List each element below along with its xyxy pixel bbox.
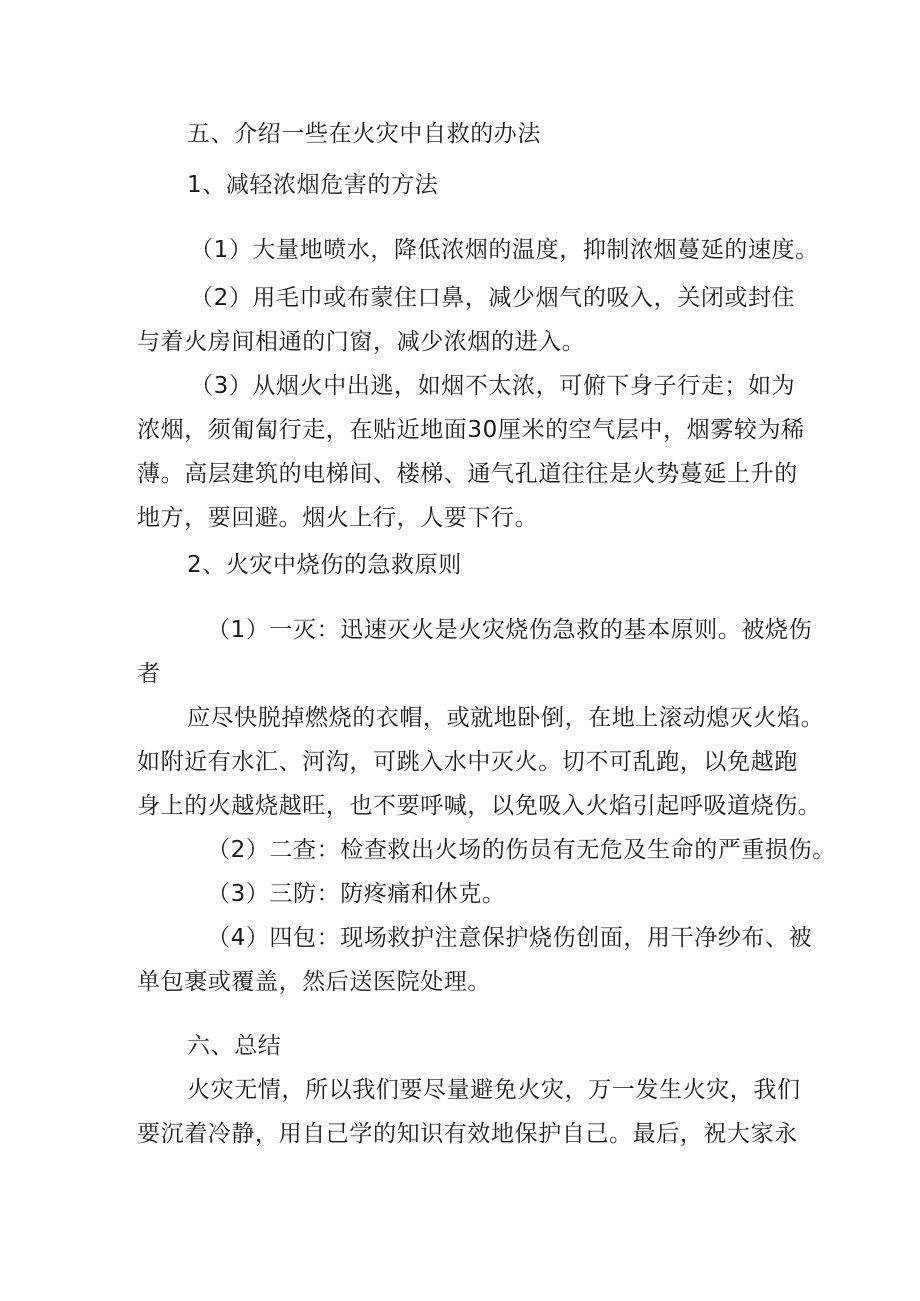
paragraph-line: 应尽快脱掉燃烧的衣帽，或就地卧倒，在地上滚动熄灭火焰。 bbox=[187, 705, 825, 731]
section-heading-summary: 六、总结 bbox=[187, 1033, 282, 1059]
paragraph-line: 如附近有水汇、河沟，可跳入水中灭火。切不可乱跑，以免越跑 bbox=[137, 749, 798, 775]
paragraph-line: （4）四包：现场救护注意保护烧伤创面，用干净纱布、被 bbox=[207, 925, 813, 951]
section-heading-fire-self-rescue: 五、介绍一些在火灾中自救的办法 bbox=[187, 121, 541, 147]
paragraph-line: 单包裹或覆盖，然后送医院处理。 bbox=[137, 969, 491, 995]
paragraph-line: 地方，要回避。烟火上行，人要下行。 bbox=[137, 505, 539, 531]
paragraph-line: 薄。高层建筑的电梯间、楼梯、通气孔道往往是火势蔓延上升的 bbox=[137, 461, 798, 487]
subheading-burn-first-aid: 2、火灾中烧伤的急救原则 bbox=[187, 552, 462, 578]
paragraph-line: 者 bbox=[137, 661, 161, 687]
subheading-reduce-smoke-hazard: 1、减轻浓烟危害的方法 bbox=[187, 172, 439, 198]
paragraph-line: （3）从烟火中出逃，如烟不太浓，可俯下身子行走；如为 bbox=[190, 373, 796, 399]
paragraph-line: （1）大量地喷水，降低浓烟的温度，抑制浓烟蔓延的速度。 bbox=[190, 237, 819, 263]
paragraph-line: 火灾无情，所以我们要尽量避免火灾，万一发生火灾，我们 bbox=[187, 1077, 801, 1103]
paragraph-line: 身上的火越烧越旺，也不要呼喊，以免吸入火焰引起呼吸道烧伤。 bbox=[137, 793, 822, 819]
paragraph-line: （2）二查：检查救出火场的伤员有无危及生命的严重损伤。 bbox=[207, 837, 836, 863]
paragraph-line: （2）用毛巾或布蒙住口鼻，减少烟气的吸入，关闭或封住 bbox=[190, 285, 796, 311]
paragraph-line: 要沉着冷静，用自己学的知识有效地保护自己。最后，祝大家永 bbox=[137, 1121, 798, 1147]
paragraph-line: （3）三防：防疼痛和休克。 bbox=[207, 881, 506, 907]
paragraph-line: （1）一灭：迅速灭火是火灾烧伤急救的基本原则。被烧伤 bbox=[207, 617, 813, 643]
paragraph-line: 与着火房间相通的门窗，减少浓烟的进入。 bbox=[137, 329, 586, 355]
paragraph-line: 浓烟，须匍匐行走，在贴近地面30厘米的空气层中，烟雾较为稀 bbox=[137, 417, 805, 443]
